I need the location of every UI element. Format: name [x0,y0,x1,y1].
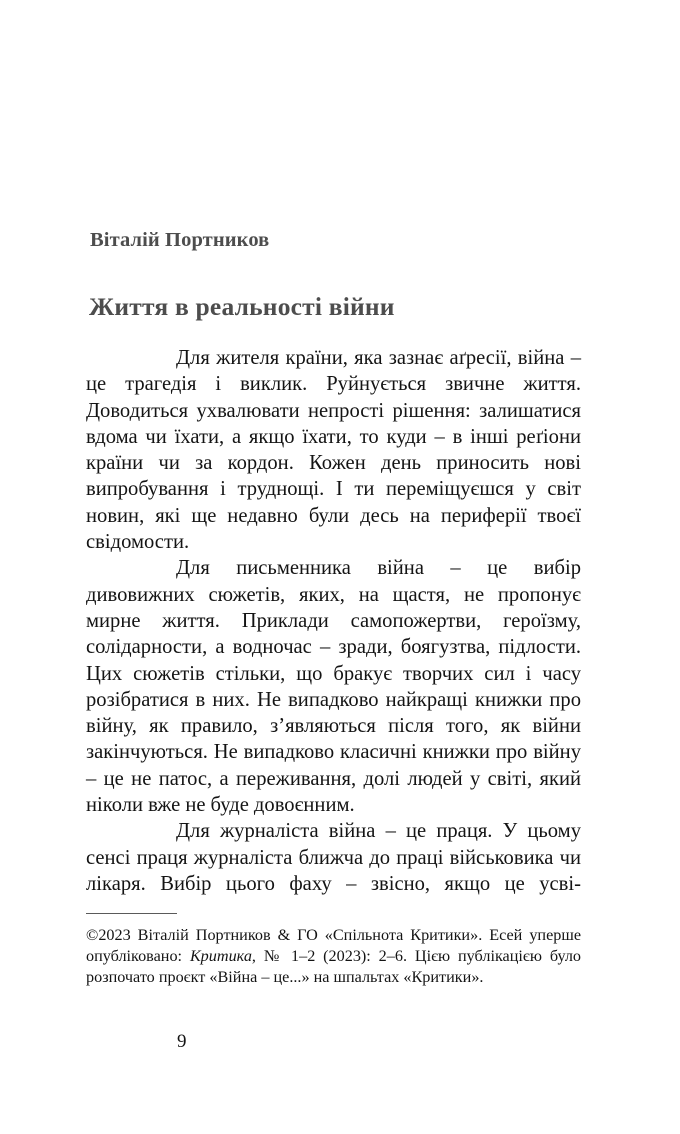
footnote-issue-prefix: , [251,947,264,966]
numero-glyph: № [263,947,284,966]
paragraph-1: Для жителя країни, яка зазнає аґресії, війна – це трагедія і виклик. Руйнується звичне життя. Доводиться ухвалювати непрості рішення: залишатися вдома чи їхати, а якщо їхати, то куди – в інші реґіони країни чи за кордон. Кожен день приносить нові випробування і труднощі. І ти переміщуєшся у світ новин, які ще недавно були десь на периферії твоєї свідомости. [86,347,581,554]
chapter-author: Віталій Портников [90,229,270,251]
footnote-year: 2023 [98,926,131,944]
body-text [86,345,581,924]
chapter-title: Життя в реальності війни [89,292,395,322]
footnote-issue-text: 1–2 (2023): 2–6. Цією публікацією було розпочато проєкт «Війна – це...» на шпальтах «Критики». [86,947,581,987]
footnote-credit-text: Віталій Портников & ГО «Спільнота Критики». Есей уперше опубліковано: [86,926,581,966]
footnote-separator-rule [86,913,177,914]
copyright-icon: © [86,926,99,944]
footnote-journal-name: Критика [189,947,252,966]
paragraph-2: Для письменника війна – це вибір дивовижних сюжетів, яких, на щастя, не пропонує мирне життя. Приклади самопожертви, героїзму, солідарности, а водночас – зради, боягузтва, підлости. Цих сюжетів стільки, що бракує творчих сил і часу розібратися в них. Не випадково найкращі книжки про війну, як правило, з’являються після того, як війни закінчуються. Не випадково класичні книжки про війну – це не патос, а переживання, долі людей у світі, який ніколи вже не буде довоєнним. [86,557,581,817]
paragraph-3: Для журналіста війна – це праця. У цьому сенсі праця журналіста ближча до праці військовика чи лікаря. Вибір цього фаху – звісно, якщо це усві- [86,820,581,895]
page-number: 9 [177,1031,187,1052]
numero-sign [264,947,283,965]
footnote-credit [86,925,581,989]
